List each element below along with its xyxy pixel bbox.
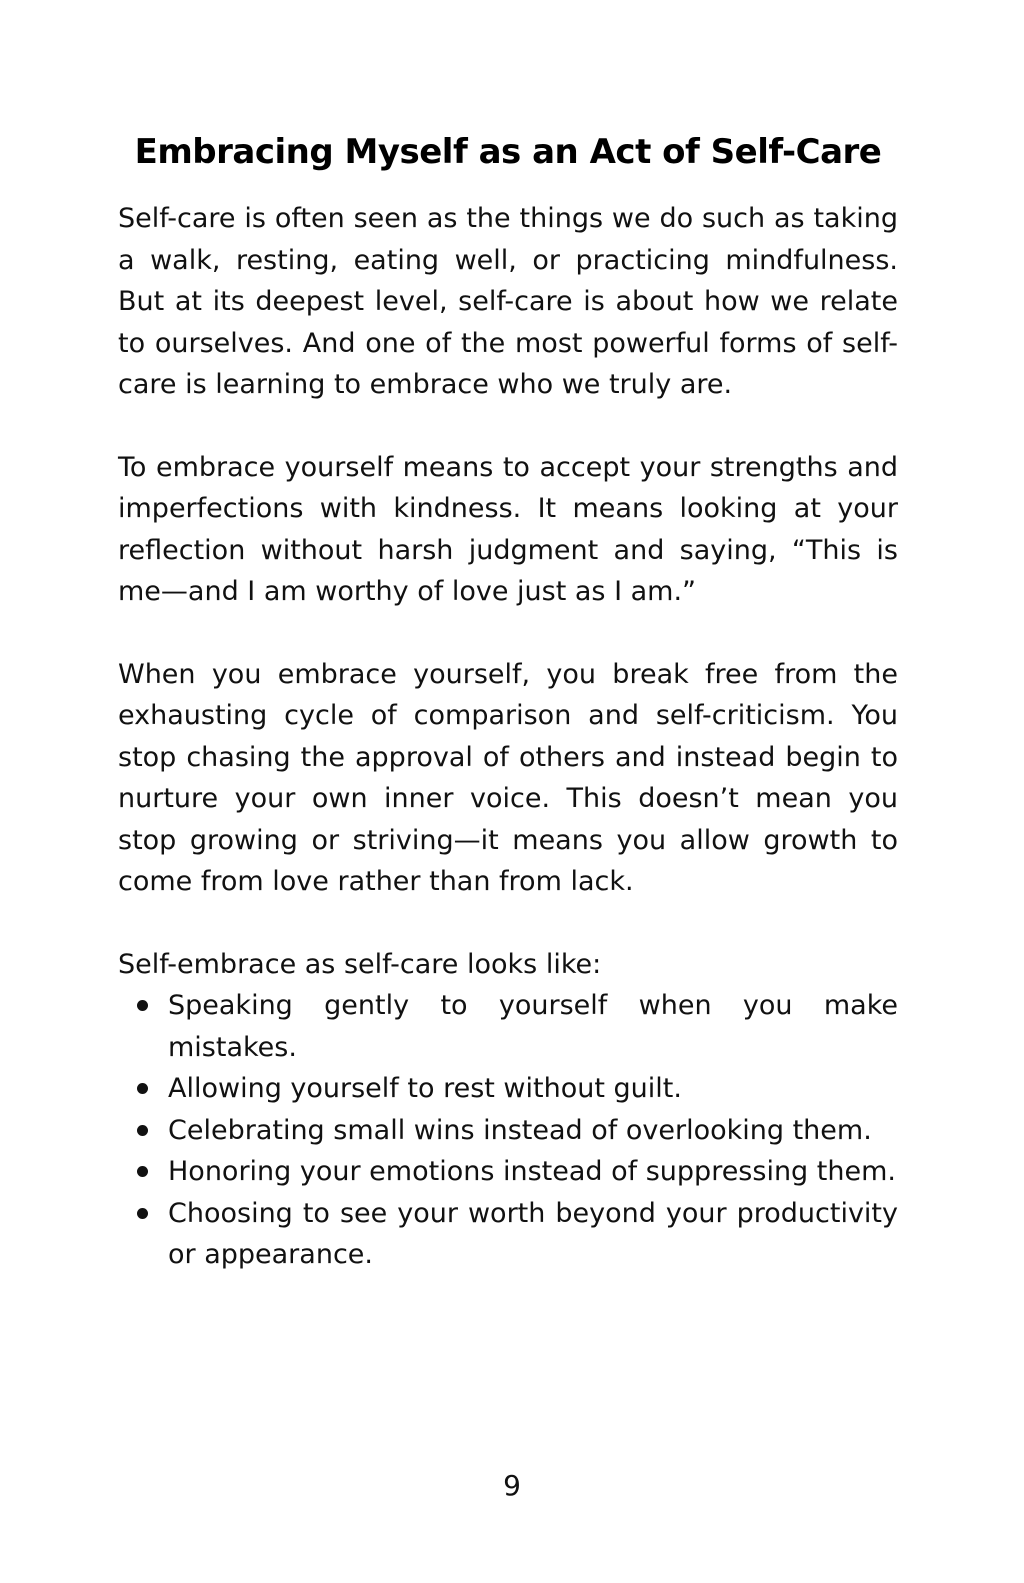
paragraph-breaking-free: When you embrace yourself, you break free from the exhausting cycle of comparison and self-criticism. You stop chasing the approval of others and instead begin to nurture your own inner voice. This doesn’t mean you stop growing or striving—it means you allow growth to come from love rather than from lack. (118, 658, 898, 897)
page-title: Embracing Myself as an Act of Self-Care (134, 132, 882, 172)
bullet-icon (137, 1000, 148, 1011)
list-item (168, 1110, 898, 1152)
paragraph-self-care-definition: Self-care is often seen as the things we do such as taking a walk, resting, eating well, or practicing mindfulness. But at its deepest level, self-care is about how we relate to ourselves. And one of the most powerful forms of self-care is learning to embrace who we truly are. (118, 203, 898, 400)
page-content (118, 128, 898, 1276)
list-item-text: Speaking gently to yourself when you make mistakes. (168, 990, 898, 1063)
list-item (168, 1151, 898, 1193)
page-number: 9 (503, 1469, 521, 1502)
list-item-text: Celebrating small wins instead of overlooking them. (168, 1114, 872, 1146)
list-item-text: Honoring your emotions instead of suppressing them. (168, 1156, 896, 1187)
self-embrace-list (118, 985, 898, 1276)
list-item (168, 1193, 898, 1276)
bullet-icon (137, 1166, 148, 1177)
paragraph-embrace-meaning: To embrace yourself means to accept your strengths and imperfections with kindness. It means looking at your reflection without harsh judgment and saying, “This is me—and I am worthy of love just as I am.” (118, 451, 898, 607)
bullet-icon (137, 1125, 148, 1136)
list-intro: Self-embrace as self-care looks like: (118, 948, 602, 980)
list-item-text: Allowing yourself to rest without guilt. (168, 1073, 682, 1104)
list-item (168, 1068, 898, 1110)
list-item (168, 985, 898, 1068)
bullet-icon (137, 1208, 148, 1219)
bullet-icon (137, 1083, 148, 1094)
list-item-text: Choosing to see your worth beyond your productivity or appearance. (168, 1197, 898, 1270)
